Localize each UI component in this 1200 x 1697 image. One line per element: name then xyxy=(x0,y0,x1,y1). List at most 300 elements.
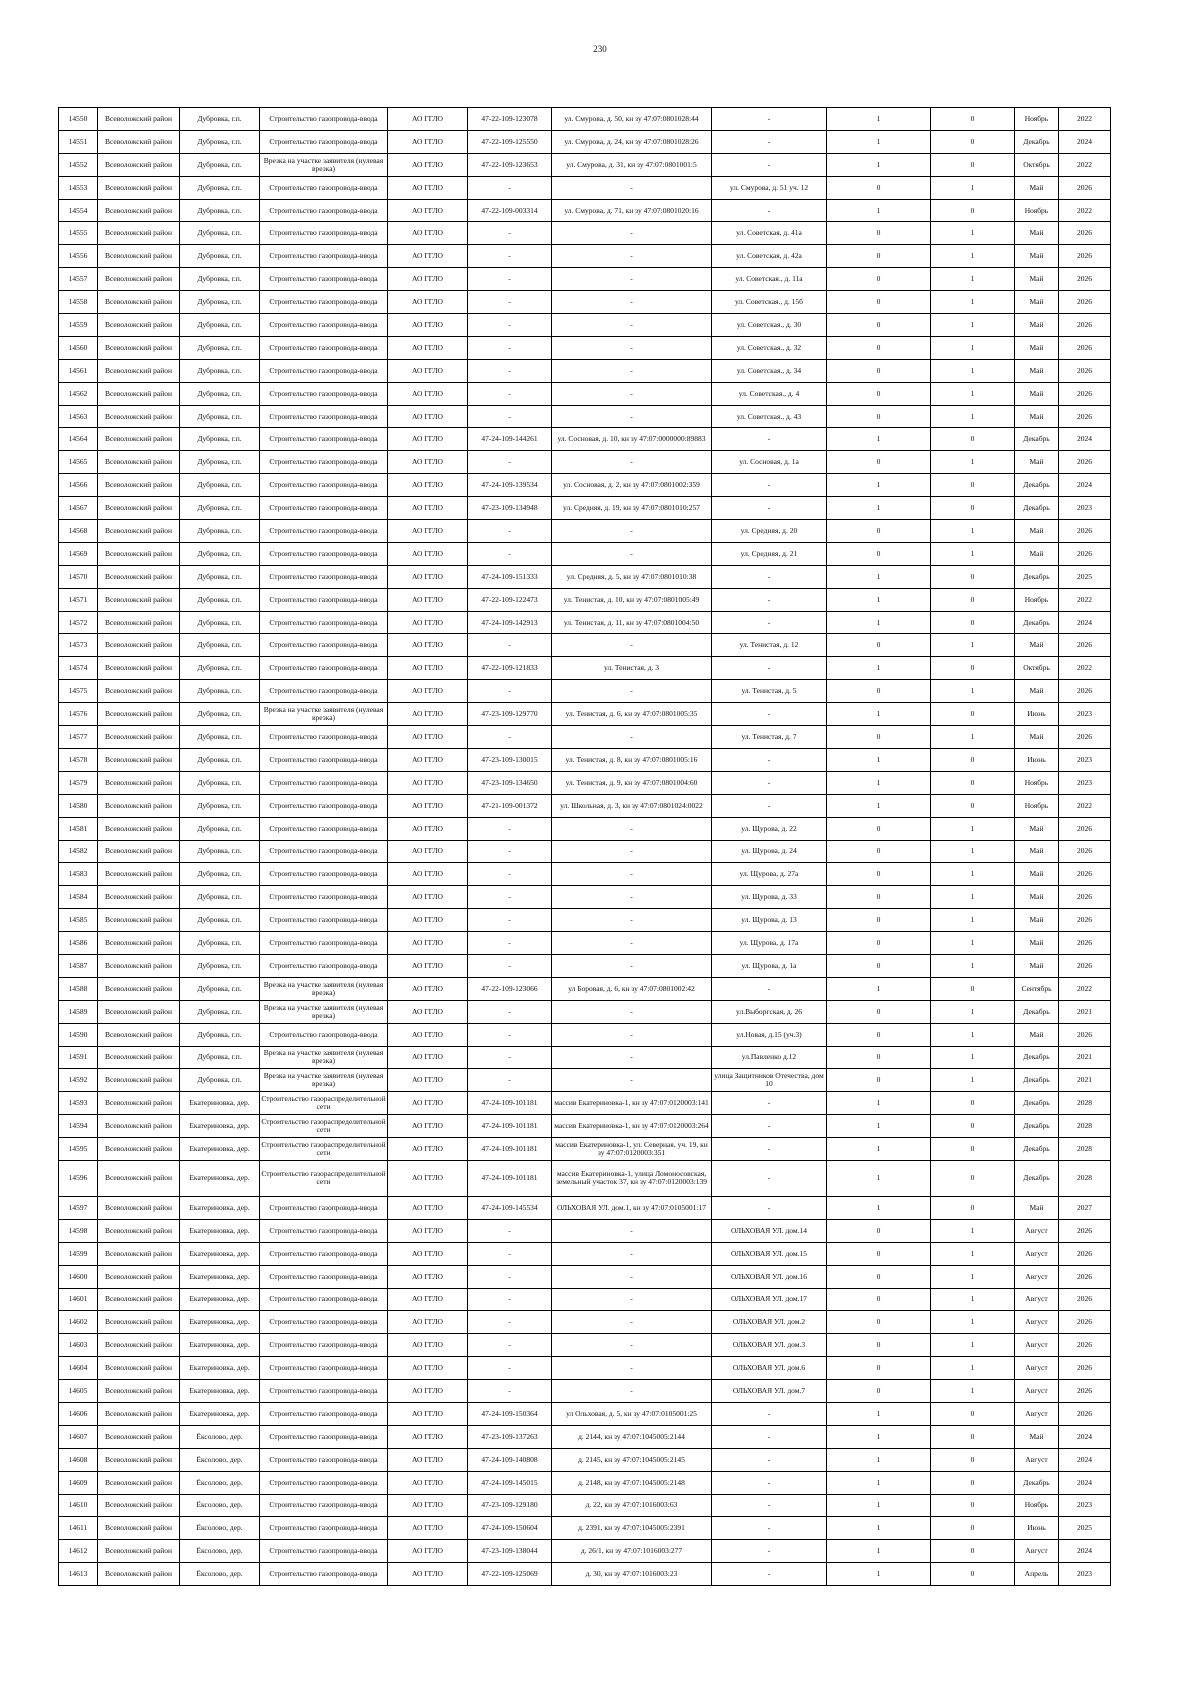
settlement-cell: Ёксолово, дер. xyxy=(180,1517,260,1540)
contract-number-cell: 47-21-109-001372 xyxy=(468,794,552,817)
month-cell: Август xyxy=(1015,1448,1059,1471)
applicant-address-cell: ул. Смурова, д. 31, кн зу 47:07:0801001:5 xyxy=(552,153,712,176)
table-row xyxy=(59,542,1111,565)
object-address-cell: ул. Тенистая, д. 7 xyxy=(712,726,827,749)
table-row xyxy=(59,359,1111,382)
contract-number-cell: 47-22-109-123066 xyxy=(468,977,552,1000)
contract-number-cell: 47-24-109-150604 xyxy=(468,1517,552,1540)
record-number-cell: 14555 xyxy=(59,222,98,245)
settlement-cell: Дубровка, г.п. xyxy=(180,863,260,886)
work-type-cell: Строительство газопровода-ввода xyxy=(260,130,388,153)
applicant-address-cell: - xyxy=(552,863,712,886)
work-type-cell: Строительство газопровода-ввода xyxy=(260,1357,388,1380)
contract-number-cell: 47-22-109-003314 xyxy=(468,199,552,222)
count-a-cell: 0 xyxy=(827,1242,931,1265)
count-b-cell: 1 xyxy=(931,291,1015,314)
work-type-cell: Строительство газопровода-ввода xyxy=(260,932,388,955)
settlement-cell: Дубровка, г.п. xyxy=(180,176,260,199)
object-address-cell: - xyxy=(712,130,827,153)
district-cell: Всеволожский район xyxy=(98,451,180,474)
district-cell: Всеволожский район xyxy=(98,565,180,588)
district-cell: Всеволожский район xyxy=(98,1402,180,1425)
table-row xyxy=(59,932,1111,955)
month-cell: Май xyxy=(1015,932,1059,955)
applicant-address-cell: ул. Сосновая, д. 2, кн зу 47:07:0801002:359 xyxy=(552,474,712,497)
year-cell: 2026 xyxy=(1059,954,1111,977)
contract-number-cell: - xyxy=(468,817,552,840)
count-a-cell: 1 xyxy=(827,1517,931,1540)
table-row xyxy=(59,565,1111,588)
year-cell: 2028 xyxy=(1059,1092,1111,1115)
page-number: 230 xyxy=(593,44,607,54)
object-address-cell: ул. Щурова, д. 27а xyxy=(712,863,827,886)
applicant-address-cell: массив Екатериновка-1, кн зу 47:07:0120003:141 xyxy=(552,1092,712,1115)
count-b-cell: 1 xyxy=(931,954,1015,977)
district-cell: Всеволожский район xyxy=(98,1092,180,1115)
organization-cell: АО ГГЛО xyxy=(388,1242,468,1265)
object-address-cell: ул. Сосновая, д. 1а xyxy=(712,451,827,474)
count-a-cell: 1 xyxy=(827,108,931,131)
organization-cell: АО ГГЛО xyxy=(388,1196,468,1219)
district-cell: Всеволожский район xyxy=(98,703,180,726)
work-type-cell: Врезка на участке заявителя (нулевая врезка) xyxy=(260,1000,388,1023)
organization-cell: АО ГГЛО xyxy=(388,657,468,680)
count-a-cell: 1 xyxy=(827,199,931,222)
district-cell: Всеволожский район xyxy=(98,1380,180,1403)
district-cell: Всеволожский район xyxy=(98,1069,180,1092)
record-number-cell: 14604 xyxy=(59,1357,98,1380)
record-number-cell: 14562 xyxy=(59,382,98,405)
object-address-cell: ул. Советская., д. 43 xyxy=(712,405,827,428)
record-number-cell: 14602 xyxy=(59,1311,98,1334)
count-a-cell: 0 xyxy=(827,817,931,840)
year-cell: 2021 xyxy=(1059,1069,1111,1092)
district-cell: Всеволожский район xyxy=(98,954,180,977)
table-row xyxy=(59,657,1111,680)
district-cell: Всеволожский район xyxy=(98,588,180,611)
work-type-cell: Строительство газопровода-ввода xyxy=(260,1494,388,1517)
count-b-cell: 1 xyxy=(931,222,1015,245)
count-b-cell: 0 xyxy=(931,565,1015,588)
district-cell: Всеволожский район xyxy=(98,1425,180,1448)
object-address-cell: ул. Щурова, д. 1а xyxy=(712,954,827,977)
month-cell: Август xyxy=(1015,1288,1059,1311)
applicant-address-cell: массив Екатериновка-1, улица Ломоносовская, земельный участок 37, кн зу 47:07:0120003:139 xyxy=(552,1160,712,1196)
object-address-cell: - xyxy=(712,977,827,1000)
year-cell: 2024 xyxy=(1059,1540,1111,1563)
record-number-cell: 14560 xyxy=(59,336,98,359)
table-row xyxy=(59,314,1111,337)
table-row xyxy=(59,1023,1111,1046)
table-row xyxy=(59,222,1111,245)
year-cell: 2021 xyxy=(1059,1046,1111,1069)
applicant-address-cell: д. 30, кн зу 47:07:1016003:23 xyxy=(552,1563,712,1586)
month-cell: Август xyxy=(1015,1311,1059,1334)
applicant-address-cell: ул. Тенистая, д. 11, кн зу 47:07:0801004:50 xyxy=(552,611,712,634)
applicant-address-cell: - xyxy=(552,520,712,543)
work-type-cell: Строительство газопровода-ввода xyxy=(260,1334,388,1357)
year-cell: 2022 xyxy=(1059,977,1111,1000)
applicant-address-cell: - xyxy=(552,382,712,405)
district-cell: Всеволожский район xyxy=(98,863,180,886)
count-a-cell: 0 xyxy=(827,932,931,955)
count-b-cell: 1 xyxy=(931,1069,1015,1092)
table-row xyxy=(59,680,1111,703)
count-b-cell: 0 xyxy=(931,428,1015,451)
object-address-cell: - xyxy=(712,1196,827,1219)
count-a-cell: 1 xyxy=(827,1115,931,1138)
settlement-cell: Дубровка, г.п. xyxy=(180,794,260,817)
record-number-cell: 14587 xyxy=(59,954,98,977)
year-cell: 2024 xyxy=(1059,1425,1111,1448)
month-cell: Октябрь xyxy=(1015,657,1059,680)
year-cell: 2026 xyxy=(1059,817,1111,840)
count-b-cell: 0 xyxy=(931,1160,1015,1196)
district-cell: Всеволожский район xyxy=(98,680,180,703)
month-cell: Декабрь xyxy=(1015,130,1059,153)
applicant-address-cell: ул. Школьная, д. 3, кн зу 47:07:0801024:0022 xyxy=(552,794,712,817)
count-b-cell: 0 xyxy=(931,474,1015,497)
contract-number-cell: 47-22-109-125550 xyxy=(468,130,552,153)
settlement-cell: Дубровка, г.п. xyxy=(180,611,260,634)
record-number-cell: 14608 xyxy=(59,1448,98,1471)
count-a-cell: 1 xyxy=(827,657,931,680)
settlement-cell: Дубровка, г.п. xyxy=(180,222,260,245)
contract-number-cell: 47-23-109-138044 xyxy=(468,1540,552,1563)
contract-number-cell: - xyxy=(468,268,552,291)
contract-number-cell: - xyxy=(468,1265,552,1288)
work-type-cell: Строительство газопровода-ввода xyxy=(260,748,388,771)
contract-number-cell: - xyxy=(468,1219,552,1242)
count-a-cell: 0 xyxy=(827,176,931,199)
settlement-cell: Дубровка, г.п. xyxy=(180,817,260,840)
settlement-cell: Дубровка, г.п. xyxy=(180,909,260,932)
month-cell: Август xyxy=(1015,1402,1059,1425)
contract-number-cell: 47-24-109-101181 xyxy=(468,1115,552,1138)
month-cell: Август xyxy=(1015,1242,1059,1265)
applicant-address-cell: - xyxy=(552,1046,712,1069)
settlement-cell: Дубровка, г.п. xyxy=(180,520,260,543)
work-type-cell: Строительство газопровода-ввода xyxy=(260,1448,388,1471)
month-cell: Декабрь xyxy=(1015,565,1059,588)
count-a-cell: 0 xyxy=(827,840,931,863)
settlement-cell: Дубровка, г.п. xyxy=(180,405,260,428)
work-type-cell: Строительство газопровода-ввода xyxy=(260,954,388,977)
organization-cell: АО ГГЛО xyxy=(388,954,468,977)
work-type-cell: Строительство газопровода-ввода xyxy=(260,1288,388,1311)
object-address-cell: ул. Советская, д. 41а xyxy=(712,222,827,245)
settlement-cell: Дубровка, г.п. xyxy=(180,291,260,314)
month-cell: Май xyxy=(1015,382,1059,405)
count-a-cell: 0 xyxy=(827,1000,931,1023)
record-number-cell: 14590 xyxy=(59,1023,98,1046)
applicant-address-cell: - xyxy=(552,1265,712,1288)
year-cell: 2024 xyxy=(1059,428,1111,451)
contract-number-cell: 47-22-109-123653 xyxy=(468,153,552,176)
month-cell: Май xyxy=(1015,314,1059,337)
organization-cell: АО ГГЛО xyxy=(388,176,468,199)
work-type-cell: Строительство газопровода-ввода xyxy=(260,474,388,497)
object-address-cell: ул. Смурова, д. 51 уч. 12 xyxy=(712,176,827,199)
object-address-cell: - xyxy=(712,794,827,817)
year-cell: 2026 xyxy=(1059,1023,1111,1046)
contract-number-cell: 47-24-109-144261 xyxy=(468,428,552,451)
district-cell: Всеволожский район xyxy=(98,1219,180,1242)
count-a-cell: 0 xyxy=(827,634,931,657)
record-number-cell: 14582 xyxy=(59,840,98,863)
month-cell: Декабрь xyxy=(1015,1138,1059,1161)
record-number-cell: 14586 xyxy=(59,932,98,955)
count-a-cell: 0 xyxy=(827,1357,931,1380)
organization-cell: АО ГГЛО xyxy=(388,1334,468,1357)
record-number-cell: 14570 xyxy=(59,565,98,588)
work-type-cell: Строительство газопровода-ввода xyxy=(260,817,388,840)
year-cell: 2022 xyxy=(1059,108,1111,131)
settlement-cell: Дубровка, г.п. xyxy=(180,268,260,291)
year-cell: 2026 xyxy=(1059,359,1111,382)
count-b-cell: 0 xyxy=(931,1494,1015,1517)
work-type-cell: Врезка на участке заявителя (нулевая врезка) xyxy=(260,153,388,176)
organization-cell: АО ГГЛО xyxy=(388,977,468,1000)
record-number-cell: 14568 xyxy=(59,520,98,543)
month-cell: Апрель xyxy=(1015,1563,1059,1586)
record-number-cell: 14559 xyxy=(59,314,98,337)
record-number-cell: 14578 xyxy=(59,748,98,771)
organization-cell: АО ГГЛО xyxy=(388,130,468,153)
contract-number-cell: - xyxy=(468,840,552,863)
organization-cell: АО ГГЛО xyxy=(388,1069,468,1092)
contract-number-cell: - xyxy=(468,336,552,359)
count-b-cell: 1 xyxy=(931,176,1015,199)
district-cell: Всеволожский район xyxy=(98,1196,180,1219)
year-cell: 2021 xyxy=(1059,1000,1111,1023)
year-cell: 2027 xyxy=(1059,1196,1111,1219)
count-b-cell: 0 xyxy=(931,153,1015,176)
contract-number-cell: 47-24-109-142913 xyxy=(468,611,552,634)
count-b-cell: 1 xyxy=(931,245,1015,268)
work-type-cell: Строительство газопровода-ввода xyxy=(260,1563,388,1586)
count-b-cell: 0 xyxy=(931,1540,1015,1563)
count-a-cell: 1 xyxy=(827,1160,931,1196)
year-cell: 2026 xyxy=(1059,382,1111,405)
district-cell: Всеволожский район xyxy=(98,1288,180,1311)
settlement-cell: Дубровка, г.п. xyxy=(180,359,260,382)
contract-number-cell: 47-22-109-125069 xyxy=(468,1563,552,1586)
month-cell: Август xyxy=(1015,1540,1059,1563)
work-type-cell: Строительство газопровода-ввода xyxy=(260,611,388,634)
record-number-cell: 14551 xyxy=(59,130,98,153)
applicant-address-cell: - xyxy=(552,222,712,245)
year-cell: 2026 xyxy=(1059,1219,1111,1242)
year-cell: 2026 xyxy=(1059,268,1111,291)
work-type-cell: Строительство газораспределительной сети xyxy=(260,1138,388,1161)
district-cell: Всеволожский район xyxy=(98,1517,180,1540)
register-table xyxy=(58,107,1111,1586)
month-cell: Ноябрь xyxy=(1015,771,1059,794)
count-b-cell: 1 xyxy=(931,680,1015,703)
month-cell: Май xyxy=(1015,954,1059,977)
month-cell: Май xyxy=(1015,1196,1059,1219)
work-type-cell: Строительство газопровода-ввода xyxy=(260,588,388,611)
count-b-cell: 0 xyxy=(931,1448,1015,1471)
settlement-cell: Дубровка, г.п. xyxy=(180,497,260,520)
district-cell: Всеволожский район xyxy=(98,1138,180,1161)
table-row xyxy=(59,748,1111,771)
record-number-cell: 14576 xyxy=(59,703,98,726)
record-number-cell: 14580 xyxy=(59,794,98,817)
organization-cell: АО ГГЛО xyxy=(388,1115,468,1138)
object-address-cell: ОЛЬХОВАЯ УЛ. дом.15 xyxy=(712,1242,827,1265)
month-cell: Ноябрь xyxy=(1015,1494,1059,1517)
month-cell: Август xyxy=(1015,1357,1059,1380)
year-cell: 2026 xyxy=(1059,634,1111,657)
table-row xyxy=(59,1046,1111,1069)
contract-number-cell: 47-23-109-129770 xyxy=(468,703,552,726)
organization-cell: АО ГГЛО xyxy=(388,1000,468,1023)
year-cell: 2026 xyxy=(1059,886,1111,909)
settlement-cell: Дубровка, г.п. xyxy=(180,245,260,268)
year-cell: 2023 xyxy=(1059,703,1111,726)
organization-cell: АО ГГЛО xyxy=(388,1311,468,1334)
organization-cell: АО ГГЛО xyxy=(388,794,468,817)
month-cell: Май xyxy=(1015,336,1059,359)
settlement-cell: Дубровка, г.п. xyxy=(180,314,260,337)
table-row xyxy=(59,1115,1111,1138)
applicant-address-cell: - xyxy=(552,1219,712,1242)
count-a-cell: 1 xyxy=(827,1402,931,1425)
table-row xyxy=(59,108,1111,131)
year-cell: 2026 xyxy=(1059,405,1111,428)
record-number-cell: 14601 xyxy=(59,1288,98,1311)
object-address-cell: ул. Советская, д. 42а xyxy=(712,245,827,268)
applicant-address-cell: ул Ольховая, д. 5, кн зу 47:07:0105001:25 xyxy=(552,1402,712,1425)
month-cell: Май xyxy=(1015,520,1059,543)
record-number-cell: 14606 xyxy=(59,1402,98,1425)
settlement-cell: Екатериновка, дер. xyxy=(180,1160,260,1196)
table-row xyxy=(59,817,1111,840)
record-number-cell: 14597 xyxy=(59,1196,98,1219)
count-a-cell: 0 xyxy=(827,1069,931,1092)
count-b-cell: 0 xyxy=(931,1115,1015,1138)
organization-cell: АО ГГЛО xyxy=(388,840,468,863)
work-type-cell: Строительство газопровода-ввода xyxy=(260,176,388,199)
record-number-cell: 14595 xyxy=(59,1138,98,1161)
applicant-address-cell: ул. Смурова, д. 50, кн зу 47:07:0801028:44 xyxy=(552,108,712,131)
applicant-address-cell: - xyxy=(552,542,712,565)
applicant-address-cell: - xyxy=(552,680,712,703)
settlement-cell: Екатериновка, дер. xyxy=(180,1402,260,1425)
year-cell: 2026 xyxy=(1059,222,1111,245)
settlement-cell: Дубровка, г.п. xyxy=(180,680,260,703)
count-a-cell: 0 xyxy=(827,520,931,543)
organization-cell: АО ГГЛО xyxy=(388,1046,468,1069)
record-number-cell: 14611 xyxy=(59,1517,98,1540)
contract-number-cell: 47-23-109-130015 xyxy=(468,748,552,771)
settlement-cell: Ёксолово, дер. xyxy=(180,1471,260,1494)
register-body xyxy=(59,108,1111,1586)
record-number-cell: 14553 xyxy=(59,176,98,199)
year-cell: 2026 xyxy=(1059,932,1111,955)
month-cell: Декабрь xyxy=(1015,1160,1059,1196)
count-a-cell: 0 xyxy=(827,886,931,909)
object-address-cell: ул.Павленко д.12 xyxy=(712,1046,827,1069)
organization-cell: АО ГГЛО xyxy=(388,1494,468,1517)
contract-number-cell: - xyxy=(468,1046,552,1069)
count-a-cell: 1 xyxy=(827,1540,931,1563)
count-a-cell: 0 xyxy=(827,291,931,314)
work-type-cell: Строительство газопровода-ввода xyxy=(260,1540,388,1563)
object-address-cell: ул. Средняя, д. 21 xyxy=(712,542,827,565)
settlement-cell: Екатериновка, дер. xyxy=(180,1265,260,1288)
contract-number-cell: - xyxy=(468,314,552,337)
table-row xyxy=(59,405,1111,428)
count-a-cell: 1 xyxy=(827,153,931,176)
district-cell: Всеволожский район xyxy=(98,1471,180,1494)
organization-cell: АО ГГЛО xyxy=(388,748,468,771)
object-address-cell: - xyxy=(712,1425,827,1448)
table-row xyxy=(59,1196,1111,1219)
count-b-cell: 0 xyxy=(931,1517,1015,1540)
table-row xyxy=(59,977,1111,1000)
object-address-cell: ул. Средняя, д. 20 xyxy=(712,520,827,543)
organization-cell: АО ГГЛО xyxy=(388,520,468,543)
record-number-cell: 14596 xyxy=(59,1160,98,1196)
object-address-cell: ул. Советская., д. 32 xyxy=(712,336,827,359)
contract-number-cell: - xyxy=(468,382,552,405)
settlement-cell: Екатериновка, дер. xyxy=(180,1196,260,1219)
count-a-cell: 1 xyxy=(827,703,931,726)
year-cell: 2026 xyxy=(1059,1311,1111,1334)
district-cell: Всеволожский район xyxy=(98,520,180,543)
record-number-cell: 14598 xyxy=(59,1219,98,1242)
work-type-cell: Строительство газопровода-ввода xyxy=(260,542,388,565)
contract-number-cell: 47-24-109-145534 xyxy=(468,1196,552,1219)
table-row xyxy=(59,268,1111,291)
count-a-cell: 0 xyxy=(827,1265,931,1288)
record-number-cell: 14574 xyxy=(59,657,98,680)
applicant-address-cell: ул. Смурова, д. 24, кн зу 47:07:0801028:26 xyxy=(552,130,712,153)
table-row xyxy=(59,176,1111,199)
applicant-address-cell: - xyxy=(552,726,712,749)
settlement-cell: Дубровка, г.п. xyxy=(180,382,260,405)
organization-cell: АО ГГЛО xyxy=(388,1380,468,1403)
object-address-cell: ул. Щурова, д. 33 xyxy=(712,886,827,909)
month-cell: Май xyxy=(1015,840,1059,863)
district-cell: Всеволожский район xyxy=(98,268,180,291)
table-row xyxy=(59,1517,1111,1540)
district-cell: Всеволожский район xyxy=(98,222,180,245)
organization-cell: АО ГГЛО xyxy=(388,1138,468,1161)
settlement-cell: Дубровка, г.п. xyxy=(180,451,260,474)
settlement-cell: Ёксолово, дер. xyxy=(180,1425,260,1448)
organization-cell: АО ГГЛО xyxy=(388,108,468,131)
organization-cell: АО ГГЛО xyxy=(388,1219,468,1242)
work-type-cell: Врезка на участке заявителя (нулевая врезка) xyxy=(260,1069,388,1092)
count-b-cell: 1 xyxy=(931,1311,1015,1334)
table-row xyxy=(59,634,1111,657)
month-cell: Май xyxy=(1015,268,1059,291)
district-cell: Всеволожский район xyxy=(98,291,180,314)
object-address-cell: - xyxy=(712,1448,827,1471)
month-cell: Май xyxy=(1015,176,1059,199)
organization-cell: АО ГГЛО xyxy=(388,291,468,314)
month-cell: Май xyxy=(1015,909,1059,932)
contract-number-cell: 47-23-109-137263 xyxy=(468,1425,552,1448)
settlement-cell: Екатериновка, дер. xyxy=(180,1219,260,1242)
count-b-cell: 1 xyxy=(931,909,1015,932)
work-type-cell: Строительство газопровода-ввода xyxy=(260,565,388,588)
settlement-cell: Дубровка, г.п. xyxy=(180,771,260,794)
